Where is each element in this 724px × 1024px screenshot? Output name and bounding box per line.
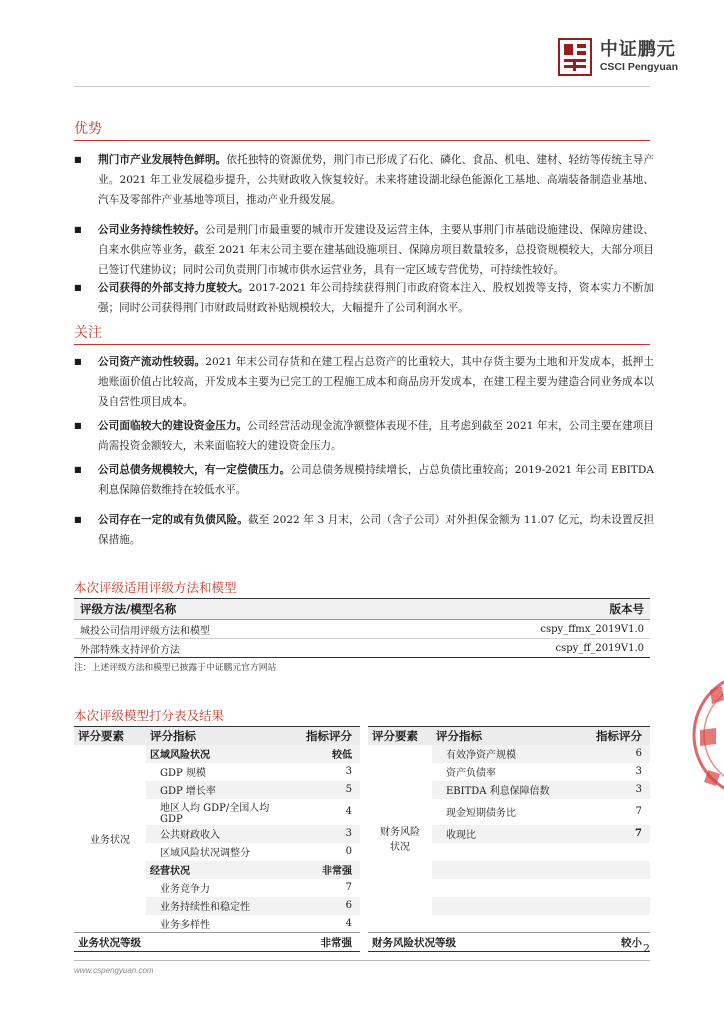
concern-item-2-body: 公司经营活动现金流净额整体表现不佳，且考虑到截至 2021 年末，公司主要在建项目尚需投资金额较大，未来面临较大的建设资金压力。 xyxy=(98,420,654,452)
methods-table-title: 本次评级适用评级方法和模型 xyxy=(74,580,237,595)
indicator-score: 3 xyxy=(345,766,352,777)
empty-cell xyxy=(432,897,582,915)
company-seal-icon xyxy=(690,660,724,810)
table-row xyxy=(74,763,650,781)
indicator-score: 3 xyxy=(296,825,364,843)
empty-cell xyxy=(582,897,650,915)
bullet-icon: ■ xyxy=(74,515,82,524)
table-row xyxy=(74,915,650,933)
indicator-score: 6 xyxy=(582,745,650,763)
indicator-name: 现金短期债务比 xyxy=(446,808,516,819)
page-number: 2 xyxy=(643,942,650,955)
concerns-title: 关注 xyxy=(74,325,102,341)
methods-header-version: 版本号 xyxy=(474,599,650,620)
header-factor-left: 评分要素 xyxy=(74,727,146,745)
bullet-icon: ■ xyxy=(74,283,82,292)
indicator-name: 业务竞争力 xyxy=(160,884,210,895)
bullet-icon: ■ xyxy=(74,465,82,474)
table-row xyxy=(74,825,650,843)
bullet-icon: ■ xyxy=(74,421,82,430)
table-row xyxy=(74,745,650,763)
concern-item-3 xyxy=(74,460,654,500)
advantages-rule xyxy=(74,140,650,141)
table-row xyxy=(74,639,650,658)
methods-table xyxy=(74,598,650,658)
table-row xyxy=(74,879,650,897)
indicator-name: EBITDA 利息保障倍数 xyxy=(432,781,582,799)
indicator-name: 资产负债率 xyxy=(446,768,496,779)
concern-item-3-body: 公司总债务规模持续增长，占总负债比重较高；2019-2021 年公司 EBITDA 利息保障倍数维持在较低水平。 xyxy=(98,464,654,496)
financial-group-text: 财务风险状况 xyxy=(380,827,420,854)
indicator-score: 7 xyxy=(345,882,352,893)
score-table xyxy=(74,726,650,952)
indicator-name: 业务多样性 xyxy=(160,919,210,931)
header-indicator-right: 评分指标 xyxy=(432,727,582,745)
indicator-name: 收现比 xyxy=(432,825,582,843)
footer-website-link[interactable]: www.cspengyuan.com xyxy=(74,966,154,975)
concern-item-1-body: 2021 年末公司存货和在建工程占总资产的比重较大，其中存货主要为土地和开发成本，抵押土地账面价值占比较高，开发成本主要为已完工的工程施工成本和商品房开发成本，在建工程主要为建造合同业务成本以及自营性项目成本。 xyxy=(98,356,654,408)
indicator-score: 4 xyxy=(345,806,352,817)
header-divider xyxy=(74,86,650,87)
indicator-score: 非常强 xyxy=(296,861,364,879)
score-table-footer xyxy=(74,933,650,952)
table-row xyxy=(74,861,650,879)
concern-item-3-heading: 公司总债务规模较大，有一定偿债压力。 xyxy=(98,464,291,476)
methods-table-header xyxy=(74,599,650,620)
method-name: 城投公司信用评级方法和模型 xyxy=(74,620,474,639)
empty-cell xyxy=(582,861,650,879)
concern-item-1 xyxy=(74,352,654,412)
indicator-name: GDP 规模 xyxy=(160,768,206,779)
advantage-item-1-heading: 荆门市产业发展特色鲜明。 xyxy=(98,154,227,166)
indicator-score: 6 xyxy=(296,897,364,915)
indicator-score: 3 xyxy=(635,766,642,777)
indicator-name: GDP 增长率 xyxy=(146,781,296,799)
company-logo xyxy=(558,38,678,76)
indicator-name: 区域风险状况调整分 xyxy=(160,848,250,859)
financial-level-value: 较小 xyxy=(582,933,650,952)
advantage-item-3 xyxy=(74,278,654,318)
indicator-name: 地区人均 GDP/全国人均 GDP xyxy=(160,802,270,825)
logo-chinese-name: 中证鹏元 xyxy=(599,39,676,60)
table-row xyxy=(74,781,650,799)
business-level-value: 非常强 xyxy=(296,933,364,952)
financial-group-label xyxy=(364,745,432,933)
logo-english-name: CSCI Pengyuan xyxy=(599,61,678,73)
methods-header-name: 评级方法/模型名称 xyxy=(74,599,474,620)
score-table-header xyxy=(74,727,650,745)
table-row xyxy=(74,843,650,861)
concern-item-4-heading: 公司存在一定的或有负债风险。 xyxy=(98,514,248,526)
advantage-item-1-body: 依托独特的资源优势，荆门市已形成了石化、磷化、食品、机电、建材、轻纺等传统主导产业。2021 年工业发展稳步提升，公共财政收入恢复较好。未来将建设湖北绿色能源化工基地、高端装备制造业基地、汽车及零部件产业基地等项目，推动产业升级发展。 xyxy=(98,154,655,206)
concern-item-1-heading: 公司资产流动性较弱。 xyxy=(98,356,206,368)
advantage-item-3-body: 2017-2021 年公司持续获得荆门市政府资本注入、股权划拨等支持，资本实力不断加强；同时公司获得荆门市财政局财政补贴规模较大，大幅提升了公司利润水平。 xyxy=(98,282,655,314)
method-version: cspy_ffmx_2019V1.0 xyxy=(474,620,650,639)
indicator-score: 7 xyxy=(582,825,650,843)
financial-level-label: 财务风险状况等级 xyxy=(364,933,582,952)
footer-divider xyxy=(74,960,650,961)
indicator-score: 7 xyxy=(635,806,642,817)
bullet-icon: ■ xyxy=(74,357,82,366)
method-version: cspy_ff_2019V1.0 xyxy=(474,639,650,658)
indicator-score: 5 xyxy=(296,781,364,799)
header-score-left: 指标评分 xyxy=(296,727,364,745)
empty-cell xyxy=(582,843,650,861)
indicator-name: 有效净资产规模 xyxy=(432,745,582,763)
bullet-icon: ■ xyxy=(74,225,82,234)
empty-cell xyxy=(582,879,650,897)
advantage-item-2 xyxy=(74,220,654,280)
header-score-right: 指标评分 xyxy=(582,727,650,745)
indicator-name: 区域风险状况 xyxy=(146,745,296,763)
header-indicator-left: 评分指标 xyxy=(146,727,296,745)
empty-cell xyxy=(432,843,582,861)
indicator-name: 业务持续性和稳定性 xyxy=(146,897,296,915)
empty-cell xyxy=(432,879,582,897)
concern-item-4-body: 截至 2022 年 3 月末，公司（含子公司）对外担保金额为 11.07 亿元，均未设置反担保措施。 xyxy=(98,514,655,546)
score-table-title: 本次评级模型打分表及结果 xyxy=(74,708,225,723)
indicator-score: 4 xyxy=(345,917,352,929)
concern-item-2-heading: 公司面临较大的建设资金压力。 xyxy=(98,420,248,432)
empty-cell xyxy=(432,915,582,933)
concerns-rule xyxy=(74,344,650,345)
empty-cell xyxy=(582,915,650,933)
table-row xyxy=(74,620,650,639)
empty-cell xyxy=(432,861,582,879)
bullet-icon: ■ xyxy=(74,155,82,164)
advantages-title: 优势 xyxy=(74,121,102,137)
methods-table-note: 注：上述评级方法和模型已披露于中证鹏元官方网站 xyxy=(74,663,277,673)
advantage-item-3-heading: 公司获得的外部支持力度较大。 xyxy=(98,282,249,294)
indicator-score: 3 xyxy=(582,781,650,799)
header-factor-right: 评分要素 xyxy=(364,727,432,745)
pengyuan-logo-icon xyxy=(558,38,592,76)
indicator-score: 0 xyxy=(345,846,352,857)
concern-item-2 xyxy=(74,416,654,456)
advantage-item-2-heading: 公司业务持续性较好。 xyxy=(98,224,205,236)
indicator-name: 公共财政收入 xyxy=(146,825,296,843)
method-name: 外部特殊支持评价方法 xyxy=(74,639,474,658)
indicator-score: 较低 xyxy=(296,745,364,763)
advantage-item-2-body: 公司是荆门市最重要的城市开发建设及运营主体，主要从事荆门市基础设施建设、保障房建设、自来水供应等业务，截至 2021 年末公司主要在建基础设施项目、保障房项目数量较多，总投资规模较大，大部分项目已签订代建协议；同时公司负责荆门市城市供水运营业务，具有一定区域专营优势，可持续性较好。 xyxy=(98,224,655,276)
advantage-item-1 xyxy=(74,150,654,210)
business-group-label: 业务状况 xyxy=(90,834,130,846)
concern-item-4 xyxy=(74,510,654,550)
business-level-label: 业务状况等级 xyxy=(74,933,296,952)
table-row xyxy=(74,897,650,915)
table-row xyxy=(74,799,650,825)
indicator-name: 经营状况 xyxy=(146,861,296,879)
